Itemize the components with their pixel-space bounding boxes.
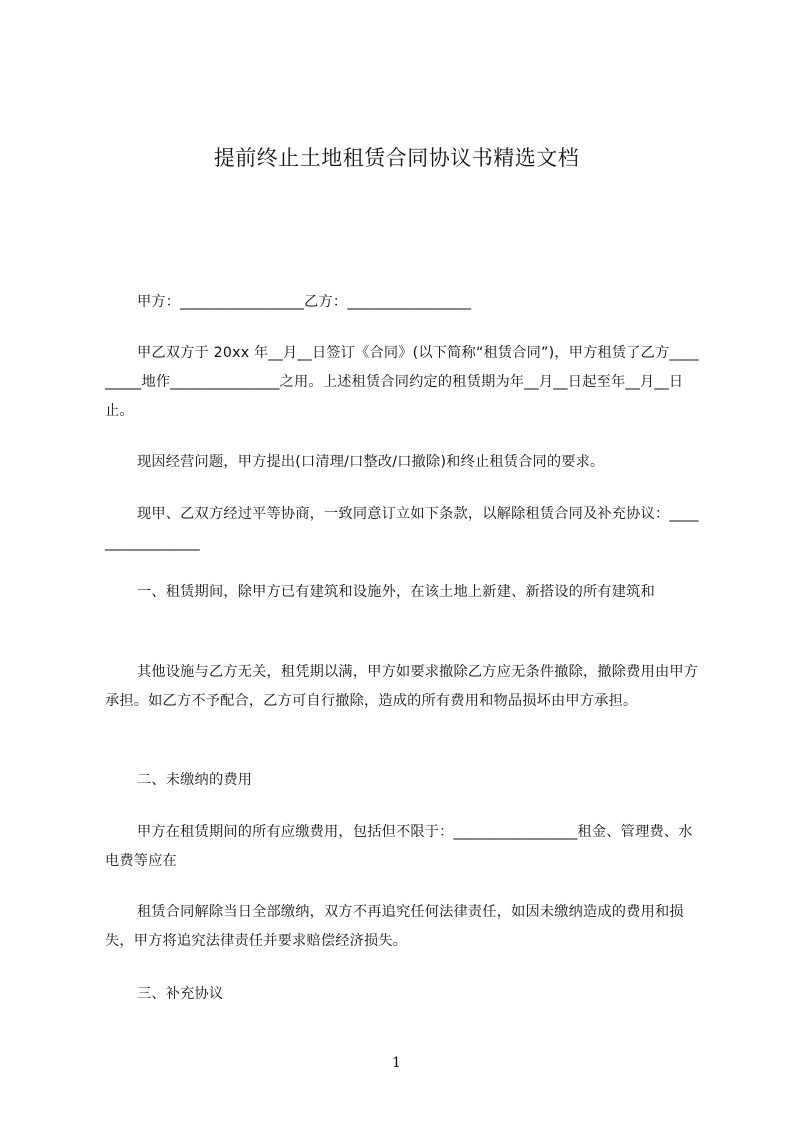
clause-2-heading: 二、未缴纳的费用 bbox=[137, 772, 253, 788]
paragraph-lease-signing: 甲乙双方于 20xx 年__月__日签订《合同》(以下简称“租赁合同”)，甲方租赁了乙方_________地作_______________之用。上述租赁合同约定的租赁期为年__月__日起至年__月__日止。 bbox=[105, 345, 699, 419]
clause-1-heading: 一、租赁期间，除甲方已有建筑和设施外，在该土地上新建、新搭设的所有建筑和 bbox=[137, 584, 655, 600]
parties-line: 甲方：_________________乙方：_________________ bbox=[137, 294, 472, 310]
page-number: 1 bbox=[392, 1055, 401, 1071]
clause-1-body: 其他设施与乙方无关，租凭期以满，甲方如要求撤除乙方应无条件撤除，撤除费用由甲方承担。如乙方不予配合，乙方可自行撤除，造成的所有费用和物品损坏由甲方承担。 bbox=[105, 664, 699, 709]
paragraph-termination-request: 现因经营问题，甲方提出(口清理/口整改/口撤除)和终止租赁合同的要求。 bbox=[137, 454, 605, 470]
clause-2-fees: 甲方在租赁期间的所有应缴费用，包括但不限于：_________________租金、管理费、水电费等应在 bbox=[105, 824, 693, 869]
clause-2-body: 租赁合同解除当日全部缴纳，双方不再追究任何法律责任，如因未缴纳造成的费用和损失，甲方将追究法律责任并要求赔偿经济损失。 bbox=[105, 904, 684, 949]
clause-3-heading: 三、补充协议 bbox=[137, 986, 224, 1002]
document-title: 提前终止土地租赁合同协议书精选文档 bbox=[213, 146, 580, 170]
paragraph-agreement-intro: 现甲、乙双方经过平等协商，一致同意订立如下条款，以解除租赁合同及补充协议：_________________ bbox=[105, 506, 699, 551]
